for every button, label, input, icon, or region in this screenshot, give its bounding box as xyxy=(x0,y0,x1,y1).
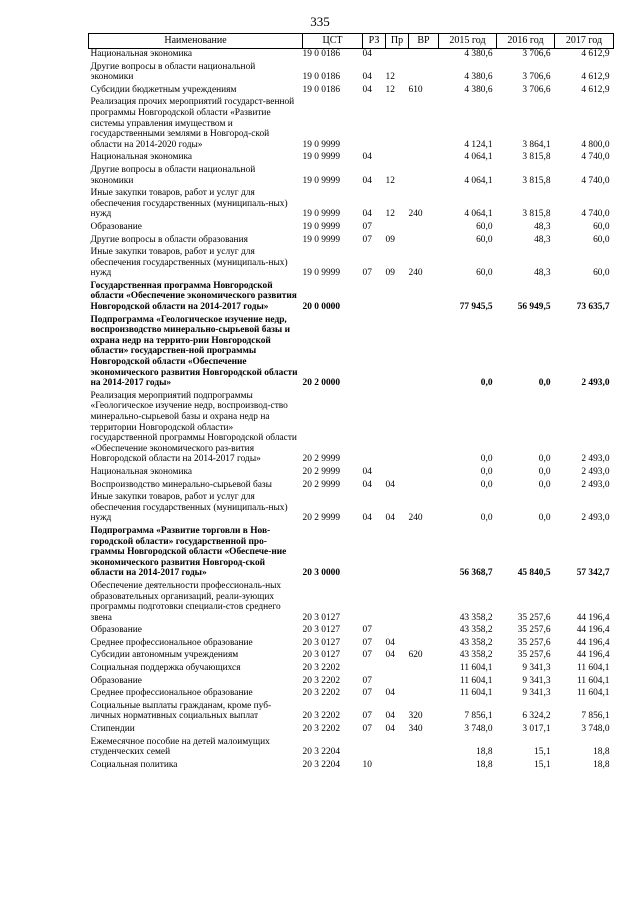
row-vr xyxy=(409,760,439,773)
row-2016: 0,0 xyxy=(538,479,551,490)
row-2015: 0,0 xyxy=(480,454,493,465)
row-rz: 07 xyxy=(362,650,372,661)
row-pr: 04 xyxy=(385,513,395,524)
row-2015: 11 604,1 xyxy=(460,688,493,699)
row-rz xyxy=(363,315,386,391)
row-2016: 3 706,6 xyxy=(522,84,551,95)
row-pr xyxy=(386,676,409,689)
row-2016: 6 324,2 xyxy=(522,711,551,722)
table-row xyxy=(89,391,614,467)
row-cst: 20 3 2202 xyxy=(302,663,340,674)
table-row xyxy=(89,724,614,737)
row-2017: 60,0 xyxy=(593,268,610,279)
row-rz: 04 xyxy=(362,479,372,490)
row-rz: 07 xyxy=(362,711,372,722)
row-rz: 07 xyxy=(362,724,372,735)
row-vr xyxy=(409,97,439,152)
row-pr xyxy=(386,281,409,315)
row-2016: 35 257,6 xyxy=(517,650,551,661)
row-2017: 11 604,1 xyxy=(577,688,610,699)
table-row xyxy=(89,152,614,165)
row-cst: 20 2 9999 xyxy=(302,479,340,490)
row-rz: 07 xyxy=(362,625,372,636)
row-2016: 3 815,8 xyxy=(522,152,551,163)
header-2016: 2016 год xyxy=(497,34,555,49)
page-number: 335 xyxy=(310,14,330,29)
row-2017: 11 604,1 xyxy=(577,675,610,686)
row-rz: 07 xyxy=(362,675,372,686)
row-2017: 11 604,1 xyxy=(577,663,610,674)
row-name: Социальная политика xyxy=(90,759,178,770)
row-2017: 18,8 xyxy=(593,759,610,770)
header-name: Наименование xyxy=(89,34,303,49)
table-row xyxy=(89,222,614,235)
row-cst: 19 0 9999 xyxy=(302,175,340,186)
row-name: Другие вопросы в области национальной экономики xyxy=(90,61,256,83)
row-vr xyxy=(409,152,439,165)
table-row xyxy=(89,701,614,724)
row-vr xyxy=(409,663,439,676)
row-2017: 2 493,0 xyxy=(581,479,610,490)
table-row xyxy=(89,62,614,85)
table-row xyxy=(89,526,614,581)
table-row xyxy=(89,97,614,152)
table-row xyxy=(89,737,614,760)
row-2015: 4 064,1 xyxy=(464,175,493,186)
row-vr xyxy=(409,737,439,760)
row-2016: 3 864,1 xyxy=(522,139,551,150)
row-2016: 48,3 xyxy=(534,268,551,279)
row-2015: 60,0 xyxy=(476,221,493,232)
row-2017: 4 800,0 xyxy=(581,139,610,150)
row-2017: 4 612,9 xyxy=(581,84,610,95)
row-vr: 610 xyxy=(408,84,423,95)
row-2016: 9 341,3 xyxy=(522,688,551,699)
row-2015: 7 856,1 xyxy=(464,711,493,722)
row-pr: 12 xyxy=(385,72,395,83)
row-2015: 56 368,7 xyxy=(459,568,493,579)
row-cst: 20 3 0000 xyxy=(302,568,340,579)
row-rz: 04 xyxy=(362,466,372,477)
row-name: Образование xyxy=(90,221,142,232)
budget-table xyxy=(88,33,614,772)
row-pr xyxy=(386,152,409,165)
row-2015: 4 124,1 xyxy=(464,139,493,150)
table-row xyxy=(89,85,614,98)
row-2016: 48,3 xyxy=(534,221,551,232)
row-name: Подпрограмма «Развитие торговли в Нов-городской области» государственной про-граммы Новгородской области «Обеспече-ние экономического развития Новгород-ской области на 2014-2017 годы» xyxy=(90,525,287,579)
row-cst: 19 0 9999 xyxy=(302,152,340,163)
table-row xyxy=(89,676,614,689)
row-rz: 07 xyxy=(362,637,372,648)
row-2017: 2 493,0 xyxy=(581,513,610,524)
table-row xyxy=(89,638,614,651)
row-2015: 77 945,5 xyxy=(459,302,493,313)
row-2016: 3 815,8 xyxy=(522,175,551,186)
row-cst: 20 3 0127 xyxy=(302,650,340,661)
row-rz: 04 xyxy=(362,209,372,220)
row-pr xyxy=(386,526,409,581)
row-cst: 20 3 0127 xyxy=(302,612,340,623)
row-2015: 43 358,2 xyxy=(459,625,493,636)
row-rz xyxy=(363,97,386,152)
table-row xyxy=(89,480,614,493)
row-name: Реализация мероприятий подпрограммы «Геологическое изучение недр, воспроизвод-ство минерально-сырьевой базы и охрана недр на территории Новгородской области» государственной программы Новгородской области «Обеспечение экономического раз-вития Новгородской области на 2014-2017 годы» xyxy=(90,390,297,465)
row-2015: 3 748,0 xyxy=(464,724,493,735)
row-name: Социальная поддержка обучающихся xyxy=(90,663,241,674)
row-name: Среднее профессиональное образование xyxy=(90,637,253,648)
row-name: Другие вопросы в области образования xyxy=(90,234,248,245)
row-pr xyxy=(386,315,409,391)
row-name: Другие вопросы в области национальной экономики xyxy=(90,164,256,186)
row-rz: 07 xyxy=(362,221,372,232)
row-cst: 20 0 0000 xyxy=(302,302,340,313)
row-2017: 44 196,4 xyxy=(576,637,610,648)
row-name: Среднее профессиональное образование xyxy=(90,688,253,699)
row-2017: 73 635,7 xyxy=(576,302,610,313)
row-2017: 4 740,0 xyxy=(581,209,610,220)
row-2016: 35 257,6 xyxy=(517,637,551,648)
row-name: Иные закупки товаров, работ и услуг для обеспечения государственных (муниципаль-ных) нужд xyxy=(90,492,288,524)
row-vr xyxy=(409,688,439,701)
row-cst: 20 3 2204 xyxy=(302,747,340,758)
row-pr: 04 xyxy=(385,637,395,648)
table-row xyxy=(89,165,614,188)
row-2015: 11 604,1 xyxy=(460,663,493,674)
table-row xyxy=(89,247,614,281)
table-header xyxy=(89,34,614,49)
row-pr: 04 xyxy=(385,650,395,661)
row-cst: 20 3 2202 xyxy=(302,724,340,735)
row-rz: 04 xyxy=(362,72,372,83)
row-name: Ежемесячное пособие на детей малоимущих студенческих семей xyxy=(90,736,270,758)
row-2017: 18,8 xyxy=(593,747,610,758)
row-name: Стипендии xyxy=(90,724,135,735)
row-name: Реализация прочих мероприятий государст-венной программы Новгородской области «Развитие системы управления имуществом и государственными землями в Новгород-ской области на 2014-2020 годы» xyxy=(90,97,295,150)
header-2017: 2017 год xyxy=(555,34,614,49)
row-2015: 4 380,6 xyxy=(464,72,493,83)
row-rz xyxy=(363,526,386,581)
row-pr xyxy=(386,49,409,62)
row-2017: 4 740,0 xyxy=(581,152,610,163)
row-2016: 48,3 xyxy=(534,234,551,245)
row-2017: 44 196,4 xyxy=(576,625,610,636)
row-2017: 7 856,1 xyxy=(581,711,610,722)
header-rz: РЗ xyxy=(363,34,386,49)
row-name: Субсидии бюджетным учреждениям xyxy=(90,84,237,95)
row-2017: 57 342,7 xyxy=(576,568,610,579)
table-row xyxy=(89,688,614,701)
row-2015: 11 604,1 xyxy=(460,675,493,686)
row-cst: 19 0 9999 xyxy=(302,139,340,150)
row-cst: 19 0 0186 xyxy=(302,84,340,95)
row-name: Иные закупки товаров, работ и услуг для обеспечения государственных (муниципаль-ных) нужд xyxy=(90,247,288,279)
row-pr xyxy=(386,97,409,152)
row-pr: 04 xyxy=(385,711,395,722)
row-cst: 20 3 2202 xyxy=(302,688,340,699)
row-rz: 04 xyxy=(362,513,372,524)
row-pr: 12 xyxy=(385,175,395,186)
row-cst: 20 2 0000 xyxy=(302,378,340,389)
row-2015: 4 380,6 xyxy=(464,49,493,59)
table-body xyxy=(89,49,614,773)
table-row xyxy=(89,49,614,62)
row-2016: 0,0 xyxy=(538,378,551,389)
row-pr xyxy=(386,737,409,760)
row-pr xyxy=(386,391,409,467)
row-2015: 60,0 xyxy=(476,268,493,279)
row-cst: 20 3 2204 xyxy=(302,759,340,770)
row-pr: 09 xyxy=(385,234,395,245)
table-row xyxy=(89,281,614,315)
row-2015: 18,8 xyxy=(476,759,493,770)
row-2015: 0,0 xyxy=(480,479,493,490)
row-2015: 18,8 xyxy=(476,747,493,758)
row-vr xyxy=(409,467,439,480)
row-rz: 04 xyxy=(362,175,372,186)
row-cst: 20 2 9999 xyxy=(302,466,340,477)
header-pr: Пр xyxy=(386,34,409,49)
row-2016: 0,0 xyxy=(538,466,551,477)
row-2015: 43 358,2 xyxy=(459,650,493,661)
row-2015: 4 380,6 xyxy=(464,84,493,95)
row-pr: 12 xyxy=(385,84,395,95)
row-2016: 3 706,6 xyxy=(522,72,551,83)
row-cst: 19 0 0186 xyxy=(302,72,340,83)
row-rz xyxy=(363,281,386,315)
table-row xyxy=(89,188,614,222)
row-rz: 07 xyxy=(362,268,372,279)
row-2017: 2 493,0 xyxy=(581,378,610,389)
row-cst: 19 0 9999 xyxy=(302,234,340,245)
header-row xyxy=(89,34,614,49)
row-rz: 07 xyxy=(362,234,372,245)
row-2016: 9 341,3 xyxy=(522,663,551,674)
row-2015: 0,0 xyxy=(480,513,493,524)
row-vr xyxy=(409,235,439,248)
row-cst: 19 0 9999 xyxy=(302,268,340,279)
row-vr xyxy=(409,315,439,391)
table-row xyxy=(89,760,614,773)
row-cst: 20 3 0127 xyxy=(302,637,340,648)
row-vr: 240 xyxy=(408,209,423,220)
header-cst: ЦСТ xyxy=(303,34,363,49)
row-pr xyxy=(386,625,409,638)
row-rz xyxy=(363,663,386,676)
row-2017: 44 196,4 xyxy=(576,650,610,661)
row-name: Субсидии автономным учреждениям xyxy=(90,650,239,661)
row-name: Национальная экономика xyxy=(90,49,193,59)
row-rz: 07 xyxy=(362,688,372,699)
row-vr xyxy=(409,49,439,62)
table-row xyxy=(89,492,614,526)
row-2016: 35 257,6 xyxy=(517,625,551,636)
row-2015: 60,0 xyxy=(476,234,493,245)
row-rz: 04 xyxy=(362,49,372,59)
row-2016: 15,1 xyxy=(534,747,551,758)
row-pr: 04 xyxy=(385,688,395,699)
row-pr xyxy=(386,581,409,625)
row-vr xyxy=(409,281,439,315)
row-rz: 04 xyxy=(362,84,372,95)
row-2015: 43 358,2 xyxy=(459,612,493,623)
row-pr: 04 xyxy=(385,479,395,490)
row-cst: 19 0 9999 xyxy=(302,221,340,232)
row-name: Образование xyxy=(90,675,142,686)
row-2017: 60,0 xyxy=(593,221,610,232)
row-2016: 3 706,6 xyxy=(522,49,551,59)
row-vr xyxy=(409,62,439,85)
row-2015: 0,0 xyxy=(480,378,493,389)
row-name: Национальная экономика xyxy=(90,466,193,477)
row-2015: 4 064,1 xyxy=(464,209,493,220)
row-2015: 4 064,1 xyxy=(464,152,493,163)
table-row xyxy=(89,581,614,625)
row-vr xyxy=(409,165,439,188)
row-2016: 35 257,6 xyxy=(517,612,551,623)
row-rz: 10 xyxy=(362,759,372,770)
row-name: Национальная экономика xyxy=(90,152,193,163)
row-2017: 4 740,0 xyxy=(581,175,610,186)
row-name: Социальные выплаты гражданам, кроме пуб-личных нормативных социальных выплат xyxy=(90,700,272,722)
row-cst: 20 3 2202 xyxy=(302,675,340,686)
row-2016: 3 017,1 xyxy=(522,724,551,735)
row-2017: 44 196,4 xyxy=(576,612,610,623)
row-vr: 320 xyxy=(408,711,423,722)
row-vr: 340 xyxy=(408,724,423,735)
row-name: Воспроизводство минерально-сырьевой базы xyxy=(90,479,272,490)
row-vr xyxy=(409,526,439,581)
row-vr xyxy=(409,581,439,625)
row-2016: 45 840,5 xyxy=(517,568,551,579)
row-2017: 3 748,0 xyxy=(581,724,610,735)
row-pr xyxy=(386,222,409,235)
row-2015: 43 358,2 xyxy=(459,637,493,648)
row-2017: 2 493,0 xyxy=(581,454,610,465)
row-2017: 4 612,9 xyxy=(581,72,610,83)
header-2015: 2015 год xyxy=(439,34,497,49)
row-vr xyxy=(409,222,439,235)
row-name: Иные закупки товаров, работ и услуг для обеспечения государственных (муниципаль-ных) нужд xyxy=(90,188,288,220)
row-2016: 3 815,8 xyxy=(522,209,551,220)
row-vr xyxy=(409,480,439,493)
row-name: Подпрограмма «Геологическое изучение недр, воспроизводство минерально-сырьевой базы и охрана недр на террито-рии Новгородской области» государствен-ной программы Новгородской области «Обеспечение экономического развития Новгородской области на 2014-2017 годы» xyxy=(90,314,298,389)
row-vr xyxy=(409,391,439,467)
table-row xyxy=(89,467,614,480)
table-row xyxy=(89,235,614,248)
row-name: Обеспечение деятельности профессиональ-ных образовательных организаций, реали-зующих программы подготовки специали-стов среднего звена xyxy=(90,580,282,623)
table-row xyxy=(89,663,614,676)
table-row xyxy=(89,315,614,391)
row-cst: 20 2 9999 xyxy=(302,454,340,465)
row-rz xyxy=(363,391,386,467)
row-2016: 56 949,5 xyxy=(517,302,551,313)
row-2016: 15,1 xyxy=(534,759,551,770)
row-pr: 04 xyxy=(385,724,395,735)
row-pr xyxy=(386,467,409,480)
row-2017: 2 493,0 xyxy=(581,466,610,477)
row-vr: 240 xyxy=(408,268,423,279)
row-vr: 240 xyxy=(408,513,423,524)
row-name: Государственная программа Новгородской области «Обеспечение экономического развития Новгородской области на 2014-2017 годы» xyxy=(90,280,297,313)
row-vr xyxy=(409,625,439,638)
row-pr: 12 xyxy=(385,209,395,220)
row-vr xyxy=(409,638,439,651)
row-2016: 0,0 xyxy=(538,513,551,524)
row-vr xyxy=(409,676,439,689)
row-2017: 4 612,9 xyxy=(581,49,610,59)
row-2016: 0,0 xyxy=(538,454,551,465)
row-pr: 09 xyxy=(385,268,395,279)
row-cst: 19 0 0186 xyxy=(302,49,340,59)
row-rz xyxy=(363,581,386,625)
row-name: Образование xyxy=(90,625,142,636)
row-rz xyxy=(363,737,386,760)
row-cst: 20 2 9999 xyxy=(302,513,340,524)
table-row xyxy=(89,650,614,663)
header-vr: ВР xyxy=(409,34,439,49)
table-row xyxy=(89,625,614,638)
row-pr xyxy=(386,760,409,773)
row-cst: 19 0 9999 xyxy=(302,209,340,220)
row-rz: 04 xyxy=(362,152,372,163)
row-cst: 20 3 0127 xyxy=(302,625,340,636)
row-2017: 60,0 xyxy=(593,234,610,245)
row-vr: 620 xyxy=(408,650,423,661)
row-cst: 20 3 2202 xyxy=(302,711,340,722)
row-2016: 9 341,3 xyxy=(522,675,551,686)
row-pr xyxy=(386,663,409,676)
row-2015: 0,0 xyxy=(480,466,493,477)
